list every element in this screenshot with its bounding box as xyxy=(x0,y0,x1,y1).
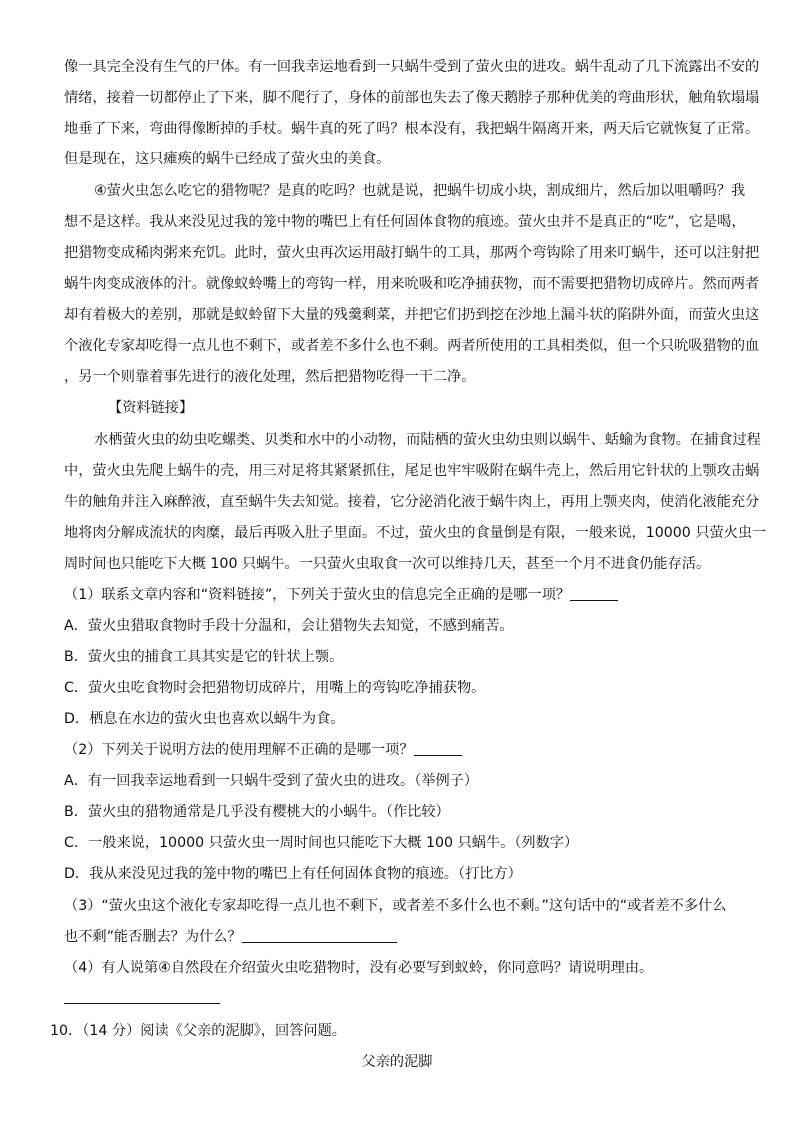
text-line: 把猎物变成稀肉粥来充饥。此时，萤火虫再次运用敲打蜗牛的工具，那两个弯钩除了用来叮蜗牛，还可以注射把 xyxy=(64,245,760,261)
question-1 xyxy=(64,585,736,605)
answer-line[interactable] xyxy=(64,1003,220,1004)
option-b: B．萤火虫的猎物通常是几乎没有樱桃大的小蜗牛。（作比较） xyxy=(64,804,450,820)
text-line: 牛的触角并注入麻醉液，直至蜗牛失去知觉。接着，它分泌消化液于蜗牛肉上，再用上颚夹肉，使消化液能充分 xyxy=(64,494,760,510)
question-1-text: （1）联系文章内容和“资料链接”，下列关于萤火虫的信息完全正确的是哪一项？ xyxy=(64,587,571,603)
section-header: 【资料链接】 xyxy=(108,400,194,416)
answer-blank[interactable] xyxy=(570,586,618,601)
text-line: 地垂了下来，弯曲得像断掉的手杖。蜗牛真的死了吗？根本没有，我把蜗牛隔离开来，两天后它就恢复了正常。 xyxy=(64,121,760,137)
question-3-line-1: （3）“萤火虫这个液化专家却吃得一点儿也不剩下，或者差不多什么也不剩。”这句话中的“或者差不多什么 xyxy=(64,898,727,914)
answer-blank[interactable] xyxy=(242,928,397,943)
text-line: 却有着极大的差别，那就是蚁蛉留下大量的残羹剩菜，并把它们扔到挖在沙地上漏斗状的陷阱外面，而萤火虫这 xyxy=(64,307,760,323)
answer-blank[interactable] xyxy=(414,741,462,756)
article-title: 父亲的泥脚 xyxy=(361,1054,433,1070)
option-d: D．栖息在水边的萤火虫也喜欢以蜗牛为食。 xyxy=(64,711,345,727)
text-line: 情绪，接着一切都停止了下来，脚不爬行了，身体的前部也失去了像天鹅脖子那种优美的弯曲形状，触角软塌塌 xyxy=(64,90,760,106)
text-line: 地将肉分解成流状的肉糜，最后再吸入肚子里面。不过，萤火虫的食量倒是有限，一般来说，10000 只萤火虫一 xyxy=(64,525,767,541)
text-line: 个液化专家却吃得一点儿也不剩下，或者差不多什么也不剩。两者所使用的工具相类似，但一个只吮吸猎物的血 xyxy=(64,338,760,354)
question-2 xyxy=(64,740,736,760)
text-line: ，另一个则靠着事先进行的液化处理，然后把猎物吃得一干二净。 xyxy=(64,369,476,385)
text-line: 中，萤火虫先爬上蜗牛的壳，用三对足将其紧紧抓住，尾足也牢牢吸附在蜗牛壳上，然后用它针状的上颚攻击蜗 xyxy=(64,463,760,479)
question-3-text: 也不剩”能否删去？为什么？ xyxy=(64,929,242,945)
text-line: 像一具完全没有生气的尸体。有一回我幸运地看到一只蜗牛受到了萤火虫的进攻。蜗牛乱动了几下流露出不安的 xyxy=(64,59,760,75)
question-4: （4）有人说第④自然段在介绍萤火虫吃猎物时，没有必要写到蚁蛉，你同意吗？请说明理由。 xyxy=(64,960,654,976)
option-a: A．萤火虫猎取食物时手段十分温和，会让猎物失去知觉，不感到痛苦。 xyxy=(64,618,514,634)
option-d: D．我从来没见过我的笼中物的嘴巴上有任何固体食物的痕迹。（打比方） xyxy=(64,866,522,882)
option-a: A．有一回我幸运地看到一只蜗牛受到了萤火虫的进攻。（举例子） xyxy=(64,773,479,789)
option-b: B．萤火虫的捕食工具其实是它的针状上颚。 xyxy=(64,649,344,665)
text-line: 周时间也只能吃下大概 100 只蜗牛。一只萤火虫取食一次可以维持几天，甚至一个月不进食仍能存活。 xyxy=(64,556,711,572)
text-line: 想不是这样。我从来没见过我的笼中物的嘴巴上有任何固体食物的痕迹。萤火虫并不是真正的“吃”，它是喝， xyxy=(64,214,746,230)
question-3-line-2 xyxy=(64,927,736,947)
text-line: 水栖萤火虫的幼虫吃螺类、贝类和水中的小动物，而陆栖的萤火虫幼虫则以蜗牛、蛞蝓为食物。在捕食过程 xyxy=(94,432,761,448)
text-line: 蜗牛肉变成液体的汁。就像蚁蛉嘴上的弯钩一样，用来吮吸和吃净捕获物，而不需要把猎物切成碎片。然而两者 xyxy=(64,276,760,292)
option-c: C．一般来说，10000 只萤火虫一周时间也只能吃下大概 100 只蜗牛。（列数字） xyxy=(64,835,579,851)
text-line: ④萤火虫怎么吃它的猎物呢？是真的吃吗？也就是说，把蜗牛切成小块，割成细片，然后加以咀嚼吗？我 xyxy=(94,183,746,199)
text-line: 但是现在，这只瘫痪的蜗牛已经成了萤火虫的美食。 xyxy=(64,151,391,167)
question-10-heading: 10．（14 分）阅读《父亲的泥脚》，回答问题。 xyxy=(50,1023,346,1039)
question-2-text: （2）下列关于说明方法的使用理解不正确的是哪一项？ xyxy=(64,742,414,758)
option-c: C．萤火虫吃食物时会把猎物切成碎片，用嘴上的弯钩吃净捕获物。 xyxy=(64,680,486,696)
